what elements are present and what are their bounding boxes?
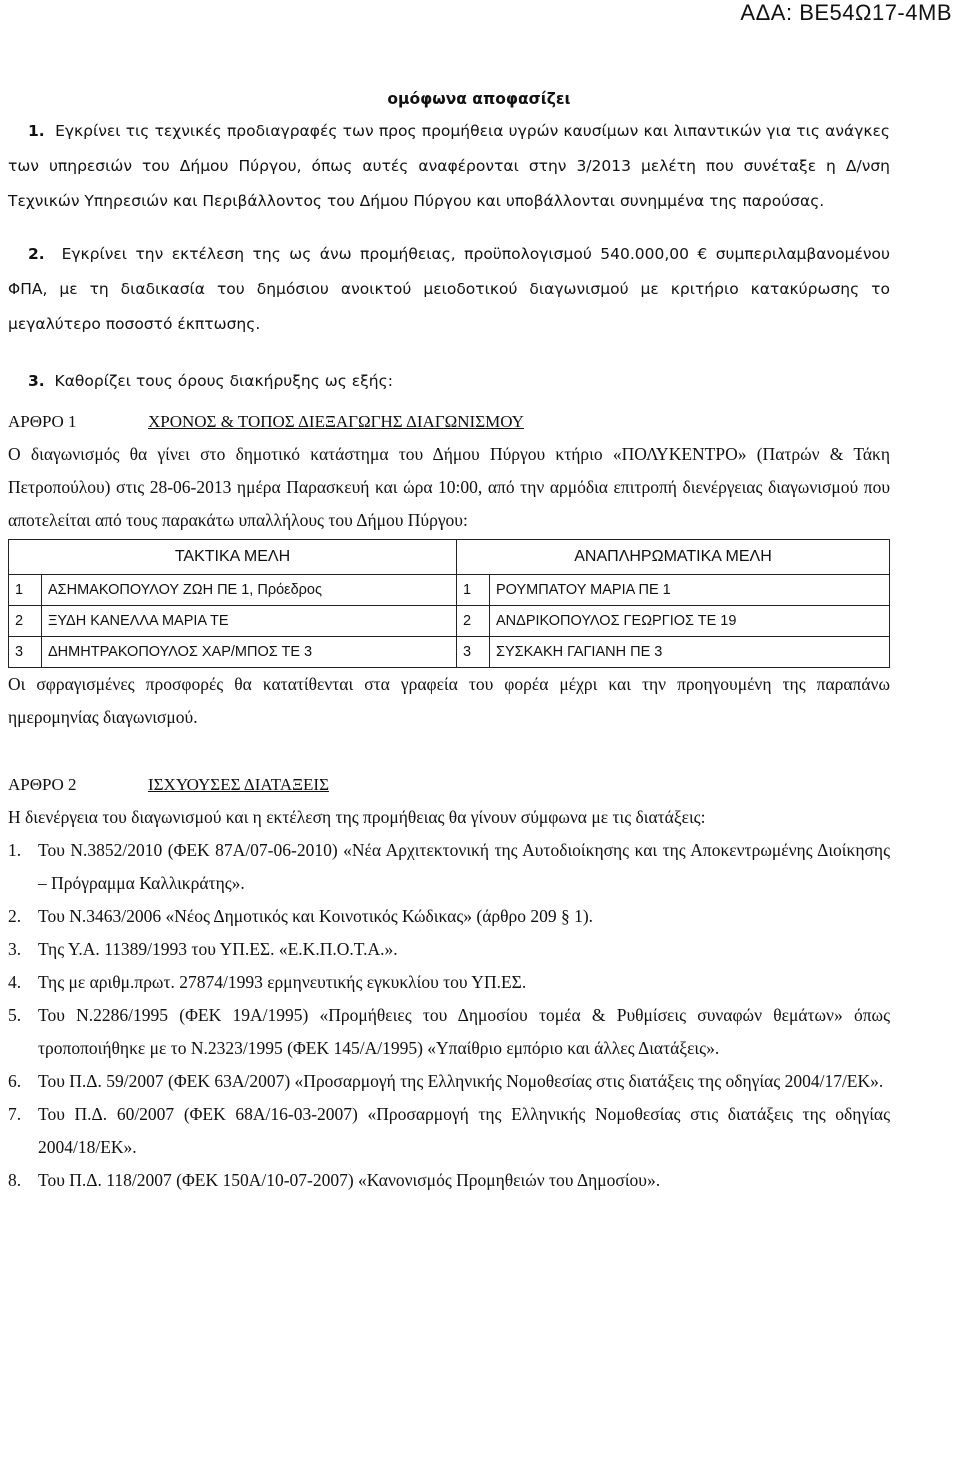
document-body — [8, 84, 890, 1197]
header-regular-members: ΤΑΚΤΙΚΑ ΜΕΛΗ — [9, 540, 457, 575]
ada-code: ΑΔΑ: ΒΕ54Ω17-4ΜΒ — [740, 0, 952, 25]
list-item — [8, 1164, 890, 1197]
table-cell: ΡΟΥΜΠΑΤΟΥ ΜΑΡΙΑ ΠΕ 1 — [490, 575, 890, 606]
list-item-text: Του Ν.2286/1995 (ΦΕΚ 19Α/1995) «Προμήθειες του Δημοσίου τομέα & Ρυθμίσεις συναφών θεμάτων» όπως τροποποιήθηκε με το Ν.2323/1995 (ΦΕΚ 145/Α/1995) «Υπαίθριο εμπόριο και άλλες Διατάξεις». — [38, 1005, 890, 1058]
list-item-number: 8. — [8, 1170, 22, 1190]
table-cell: ΔΗΜΗΤΡΑΚΟΠΟΥΛΟΣ ΧΑΡ/ΜΠΟΣ ΤΕ 3 — [42, 637, 457, 668]
point-text: Εγκρίνει την εκτέλεση της ως άνω προμήθειας, προϋπολογισμού 540.000,00 € συμπεριλαμβανομένου ΦΠΑ, με τη διαδικασία του δημόσιου ανοικτού μειοδοτικού διαγωνισμού με κριτήριο κατακύρωσης το μεγαλύτερο ποσοστό έκπτωσης. — [8, 245, 891, 333]
header-alternate-members: ΑΝΑΠΛΗΡΩΜΑΤΙΚΑ ΜΕΛΗ — [457, 540, 890, 575]
list-item-text: Του Π.Δ. 118/2007 (ΦΕΚ 150Α/10-07-2007) «Κανονισμός Προμηθειών του Δημοσίου». — [38, 1170, 661, 1190]
table-row — [9, 575, 890, 606]
table-row — [9, 606, 890, 637]
point-1 — [8, 114, 890, 219]
list-item-number: 5. — [8, 1005, 22, 1025]
list-item-text: Του Π.Δ. 59/2007 (ΦΕΚ 63Α/2007) «Προσαρμογή της Ελληνικής Νομοθεσίας στις διατάξεις της οδηγίας 2004/17/ΕΚ». — [38, 1071, 884, 1091]
list-item — [8, 900, 890, 933]
point-number: 1. — [28, 122, 45, 140]
list-item-number: 7. — [8, 1104, 22, 1124]
table-header-row — [9, 540, 890, 575]
table-cell: ΑΣΗΜΑΚΟΠΟΥΛΟΥ ΖΩΗ ΠΕ 1, Πρόεδρος — [42, 575, 457, 606]
point-3 — [8, 364, 890, 399]
table-cell: 3 — [457, 637, 490, 668]
point-text: Καθορίζει τους όρους διακήρυξης ως εξής: — [54, 372, 393, 390]
point-2 — [8, 237, 890, 342]
table-row — [9, 637, 890, 668]
point-number: 2. — [28, 245, 45, 263]
article-label: ΑΡΘΡΟ 2 — [8, 775, 77, 794]
article-2-body: Η διενέργεια του διαγωνισμού και η εκτέλεση της προμήθειας θα γίνουν σύμφωνα με τις διατάξεις: — [8, 807, 706, 827]
point-text: Εγκρίνει τις τεχνικές προδιαγραφές των προς προμήθεια υγρών καυσίμων και λιπαντικών για τις ανάγκες των υπηρεσιών του Δήμου Πύργου, όπως αυτές αναφέρονται στην 3/2013 μελέτη που συνέταξε η Δ/νση Τεχνικών Υπηρεσιών και Περιβάλλοντος του Δήμου Πύργου και υποβάλλονται συνημμένα της παρούσας. — [8, 122, 890, 210]
list-item-text: Του Π.Δ. 60/2007 (ΦΕΚ 68Α/16-03-2007) «Προσαρμογή της Ελληνικής Νομοθεσίας στις διατάξεις της οδηγίας 2004/18/ΕΚ». — [38, 1104, 890, 1157]
list-item-number: 6. — [8, 1071, 22, 1091]
list-item-number: 3. — [8, 939, 22, 959]
table-cell: 2 — [457, 606, 490, 637]
list-item-text: Του Ν.3852/2010 (ΦΕΚ 87Α/07-06-2010) «Νέα Αρχιτεκτονική της Αυτοδιοίκησης και της Αποκεντρωμένης Διοίκησης – Πρόγραμμα Καλλικράτης». — [38, 840, 890, 893]
table-cell: 1 — [457, 575, 490, 606]
list-item-number: 2. — [8, 906, 22, 926]
table-cell: 3 — [9, 637, 42, 668]
table-cell: 1 — [9, 575, 42, 606]
article-1-heading — [8, 405, 890, 438]
list-item-number: 4. — [8, 972, 22, 992]
decision-intro: ομόφωνα αποφασίζει — [387, 90, 571, 108]
article-title: ΙΣΧΥΟΥΣΕΣ ΔΙΑΤΑΞΕΙΣ — [148, 775, 329, 794]
table-cell: ΑΝΔΡΙΚΟΠΟΥΛΟΣ ΓΕΩΡΓΙΟΣ ΤΕ 19 — [490, 606, 890, 637]
list-item — [8, 1065, 890, 1098]
list-item — [8, 999, 890, 1065]
table-cell: ΣΥΣΚΑΚΗ ΓΑΓΙΑΝΗ ΠΕ 3 — [490, 637, 890, 668]
provisions-list — [8, 834, 890, 1197]
table-cell: ΞΥΔΗ ΚΑΝΕΛΛΑ ΜΑΡΙΑ ΤΕ — [42, 606, 457, 637]
article-2-heading — [8, 768, 890, 801]
list-item — [8, 933, 890, 966]
list-item — [8, 1098, 890, 1164]
article-label: ΑΡΘΡΟ 1 — [8, 412, 77, 431]
committee-table — [8, 539, 890, 668]
list-item-number: 1. — [8, 840, 22, 860]
article-1-body: Ο διαγωνισμός θα γίνει στο δημοτικό κατάστημα του Δήμου Πύργου κτήριο «ΠΟΛΥΚΕΝΤΡΟ» (Πατρών & Τάκη Πετροπούλου) στις 28-06-2013 ημέρα Παρασκευή και ώρα 10:00, από την αρμόδια επιτροπή διενέργειας διαγωνισμού που αποτελείται από τους παρακάτω υπαλλήλους του Δήμου Πύργου: — [8, 444, 890, 530]
list-item-text: Του Ν.3463/2006 «Νέος Δημοτικός και Κοινοτικός Κώδικας» (άρθρο 209 § 1). — [38, 906, 594, 926]
table-cell: 2 — [9, 606, 42, 637]
list-item — [8, 834, 890, 900]
list-item — [8, 966, 890, 999]
article-1-closing: Οι σφραγισμένες προσφορές θα κατατίθενται στα γραφεία του φορέα μέχρι και την προηγουμένη της παραπάνω ημερομηνίας διαγωνισμού. — [8, 674, 890, 727]
article-title: ΧΡΟΝΟΣ & ΤΟΠΟΣ ΔΙΕΞΑΓΩΓΗΣ ΔΙΑΓΩΝΙΣΜΟΥ — [148, 412, 524, 431]
list-item-text: Της Υ.Α. 11389/1993 του ΥΠ.ΕΣ. «Ε.Κ.Π.Ο.Τ.Α.». — [38, 939, 398, 959]
list-item-text: Της με αριθμ.πρωτ. 27874/1993 ερμηνευτικής εγκυκλίου του ΥΠ.ΕΣ. — [38, 972, 527, 992]
point-number: 3. — [28, 372, 45, 390]
